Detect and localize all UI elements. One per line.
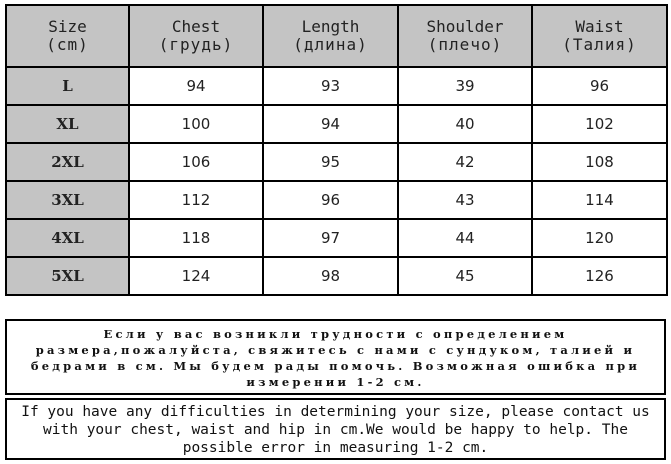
waist-cell: 108 — [532, 143, 667, 181]
header-length-ru: (длина) — [293, 35, 368, 54]
length-cell: 97 — [263, 219, 398, 257]
length-cell: 93 — [263, 67, 398, 105]
header-row — [6, 5, 667, 67]
shoulder-cell: 39 — [398, 67, 532, 105]
size-cell: 5XL — [6, 257, 129, 295]
shoulder-cell: 44 — [398, 219, 532, 257]
header-chest-label: Chest — [171, 17, 221, 36]
size-cell: L — [6, 67, 129, 105]
length-cell: 96 — [263, 181, 398, 219]
header-chest-ru: (грудь) — [158, 35, 234, 54]
header-size-unit: (cm) — [46, 35, 89, 54]
shoulder-cell: 45 — [398, 257, 532, 295]
header-length — [263, 5, 398, 67]
header-waist-ru: (Талия) — [562, 35, 637, 54]
waist-cell: 96 — [532, 67, 667, 105]
header-size-label: Size — [48, 17, 87, 36]
waist-cell: 102 — [532, 105, 667, 143]
chest-cell: 100 — [129, 105, 263, 143]
waist-cell: 126 — [532, 257, 667, 295]
shoulder-cell: 40 — [398, 105, 532, 143]
shoulder-cell: 43 — [398, 181, 532, 219]
header-size — [6, 5, 129, 67]
table-row — [6, 257, 667, 295]
chest-cell: 112 — [129, 181, 263, 219]
table-row — [6, 143, 667, 181]
header-waist-label: Waist — [575, 17, 624, 36]
length-cell: 95 — [263, 143, 398, 181]
table-row — [6, 105, 667, 143]
waist-cell: 114 — [532, 181, 667, 219]
chest-cell: 124 — [129, 257, 263, 295]
size-cell: 4XL — [6, 219, 129, 257]
note-english: If you have any difficulties in determining your size, please contact us with your chest, waist and hip in cm.We would be happy to help. The possible error in measuring 1-2 cm. — [5, 398, 666, 460]
size-cell: 2XL — [6, 143, 129, 181]
chest-cell: 106 — [129, 143, 263, 181]
header-waist — [532, 5, 667, 67]
chest-cell: 118 — [129, 219, 263, 257]
size-cell: XL — [6, 105, 129, 143]
length-cell: 94 — [263, 105, 398, 143]
table-row — [6, 181, 667, 219]
header-shoulder-ru: (плечо) — [427, 35, 503, 54]
length-cell: 98 — [263, 257, 398, 295]
note-russian: Если у вас возникли трудности с определением размера,пожалуйста, свяжитесь с нами с сундуком, талией и бедрами в см. Мы будем рады помочь. Возможная ошибка при измерении 1-2 см. — [5, 319, 666, 395]
chest-cell: 94 — [129, 67, 263, 105]
header-shoulder-label: Shoulder — [426, 17, 504, 36]
header-length-label: Length — [301, 17, 360, 36]
size-cell: 3XL — [6, 181, 129, 219]
waist-cell: 120 — [532, 219, 667, 257]
header-shoulder — [398, 5, 532, 67]
header-chest — [129, 5, 263, 67]
table-row — [6, 67, 667, 105]
table-row — [6, 219, 667, 257]
size-table — [5, 4, 668, 296]
shoulder-cell: 42 — [398, 143, 532, 181]
